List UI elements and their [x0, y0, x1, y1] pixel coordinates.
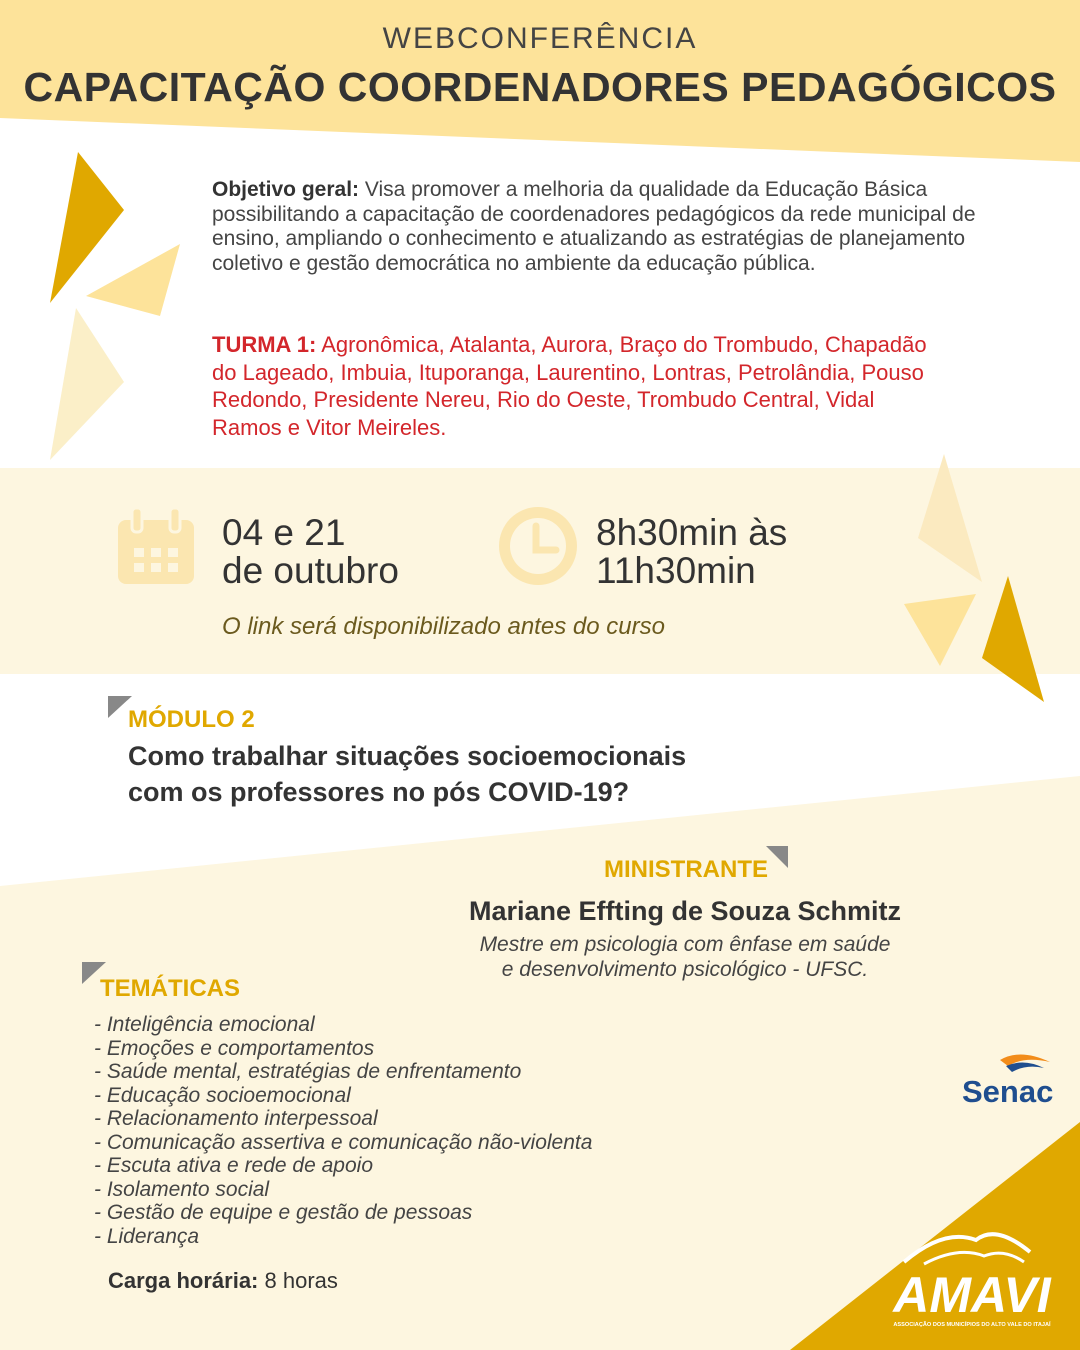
- module-title-line-2: com os professores no pós COVID-19?: [128, 777, 630, 807]
- ministrante-name: Mariane Effting de Souza Schmitz: [468, 896, 902, 926]
- list-item: - Comunicação assertiva e comunicação não-violenta: [94, 1130, 593, 1154]
- turma-text: Agronômica, Atalanta, Aurora, Braço do Trombudo, Chapadão do Lageado, Imbuia, Ituporanga, Laurentino, Lontras, Petrolândia, Pouso Redondo, Presidente Nereu, Rio do Oeste, Trombudo Central, Vidal Ramos e Vitor Meireles.: [212, 332, 927, 440]
- tematicas-label: TEMÁTICAS: [100, 975, 240, 1002]
- carga-label: Carga horária:: [108, 1268, 259, 1293]
- ministrante-description: [380, 932, 990, 982]
- list-item: - Liderança: [94, 1224, 200, 1248]
- date-line-1: 04 e 21: [222, 512, 346, 553]
- triangle-left-yellow: [86, 244, 180, 316]
- list-item: - Saúde mental, estratégias de enfrentamento: [94, 1060, 522, 1083]
- tematicas-list: [94, 1013, 592, 1248]
- objective-label: Objetivo geral:: [212, 178, 360, 201]
- list-item: - Inteligência emocional: [94, 1013, 315, 1036]
- event-date: [222, 514, 482, 590]
- ministrante-label: MINISTRANTE: [604, 856, 768, 883]
- list-item: - Gestão de equipe e gestão de pessoas: [94, 1201, 473, 1224]
- triangle-left-cream: [50, 308, 124, 460]
- list-item: - Emoções e comportamentos: [94, 1036, 375, 1060]
- amavi-arc: [904, 1234, 1030, 1262]
- module-title-line-1: Como trabalhar situações socioemocionais: [128, 741, 687, 771]
- ministrante-desc-line-1: Mestre em psicologia com ênfase em saúde: [479, 933, 891, 956]
- objective-text: Visa promover a melhoria da qualidade da Educação Básica possibilitando a capacitação de coordenadores pedagógicos da rede municipal de ensino, ampliando o conhecimento e atualizando as estratégias de planejamento coletivo e gestão democrática no ambiente da educação pública.: [212, 178, 976, 275]
- senac-logo: [958, 1046, 1062, 1110]
- list-item: - Relacionamento interpessoal: [94, 1107, 378, 1130]
- turma-label: TURMA 1:: [212, 332, 317, 357]
- event-time: [596, 514, 856, 590]
- amavi-wordmark: AMAVI: [893, 1267, 1051, 1323]
- clock-icon: [499, 507, 577, 585]
- turma-paragraph: [212, 331, 932, 441]
- date-line-2: de outubro: [222, 550, 399, 591]
- carga-value: 8 horas: [258, 1268, 338, 1293]
- senac-wordmark: Senac: [962, 1074, 1054, 1109]
- time-line-1: 8h30min às: [596, 512, 788, 553]
- amavi-logo: [884, 1222, 1060, 1334]
- list-item: - Isolamento social: [94, 1177, 270, 1201]
- header-kicker: WEBCONFERÊNCIA: [382, 22, 698, 55]
- objective-paragraph: [212, 178, 1012, 276]
- module-title: [128, 738, 828, 810]
- carga-horaria: [108, 1268, 338, 1294]
- time-line-2: 11h30min: [596, 550, 756, 591]
- list-item: - Educação socioemocional: [94, 1083, 351, 1107]
- module-label: MÓDULO 2: [128, 706, 255, 733]
- ministrante-desc-line-2: e desenvolvimento psicológico - UFSC.: [501, 958, 869, 981]
- list-item: - Escuta ativa e rede de apoio: [94, 1154, 374, 1177]
- page-title: CAPACITAÇÃO COORDENADORES PEDAGÓGICOS: [23, 64, 1057, 110]
- amavi-subtitle: ASSOCIAÇÃO DOS MUNICÍPIOS DO ALTO VALE DO ITAJAÍ: [893, 1322, 1051, 1328]
- link-note: O link será disponibilizado antes do curso: [222, 613, 665, 640]
- triangle-left-gold: [50, 152, 124, 303]
